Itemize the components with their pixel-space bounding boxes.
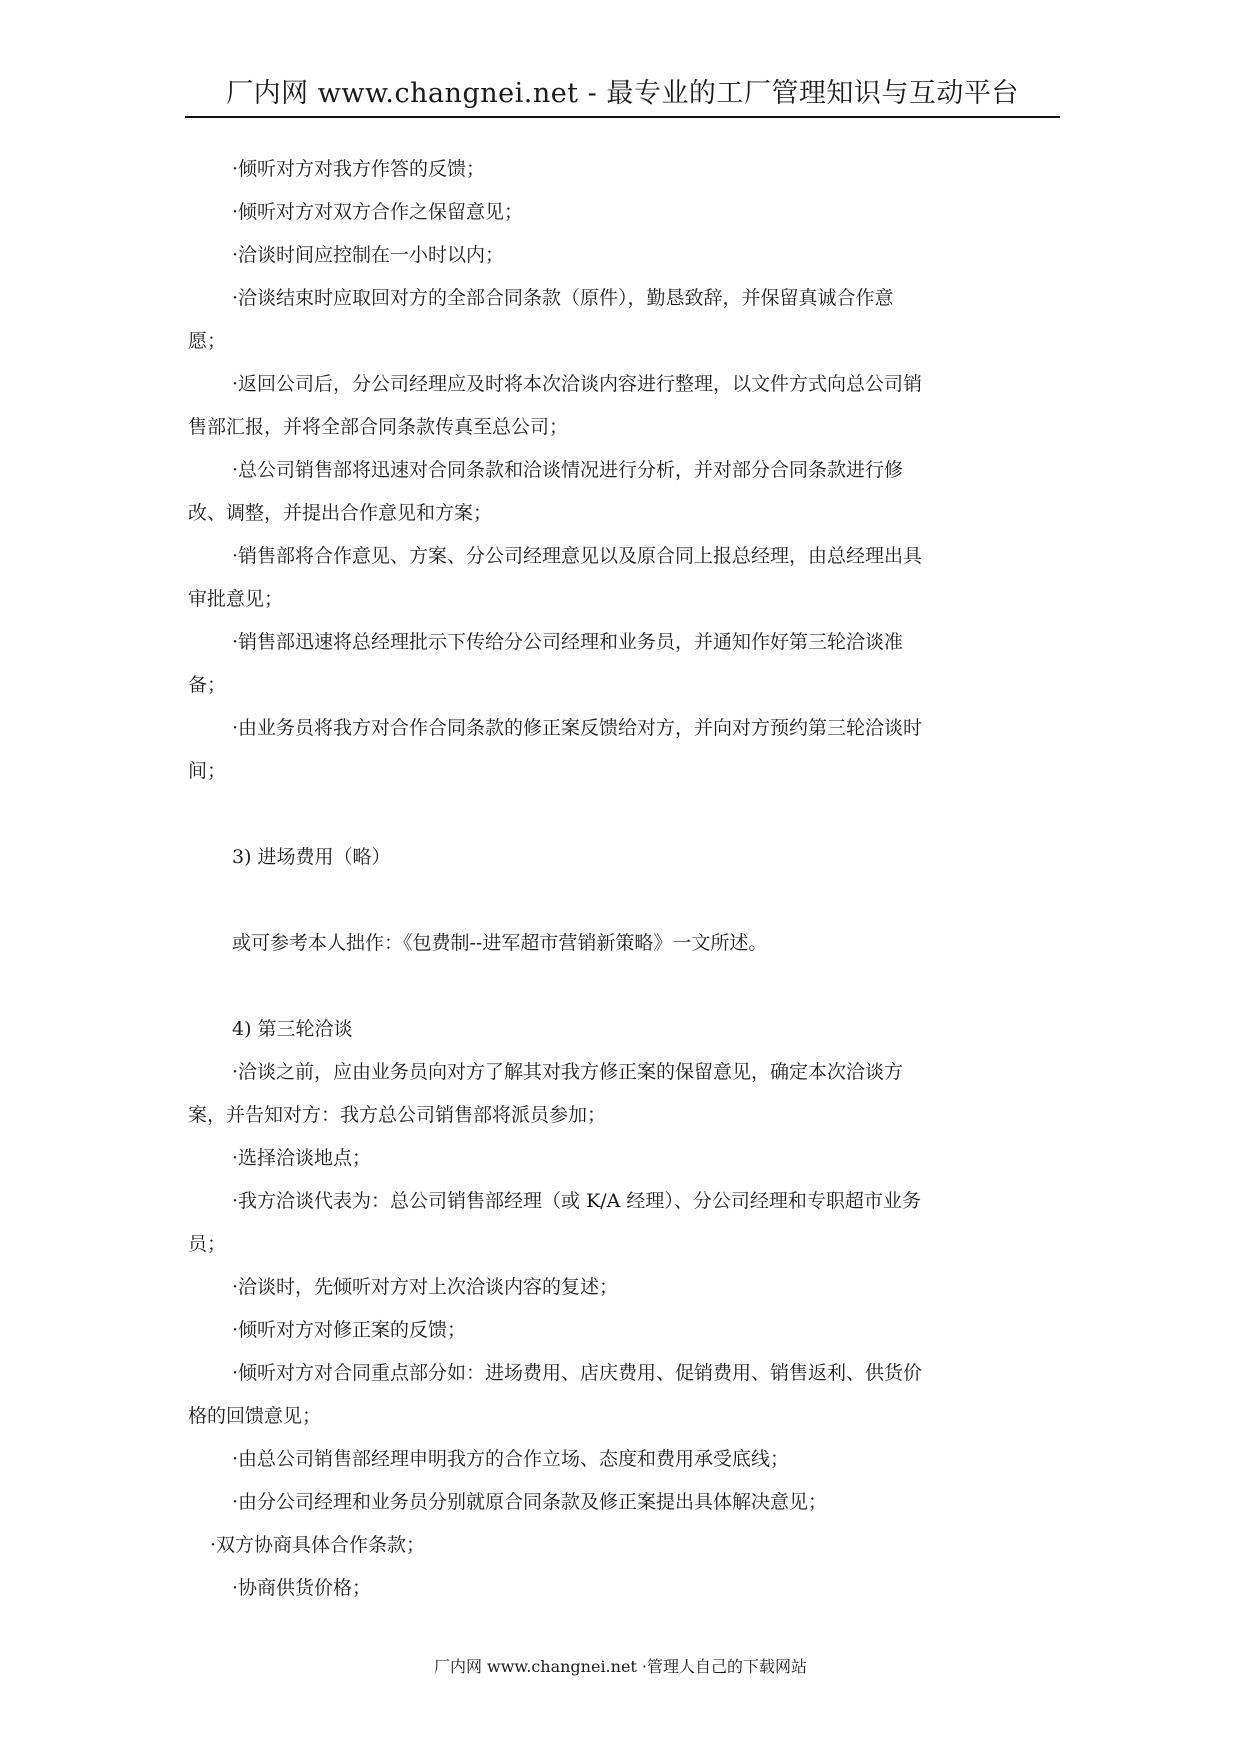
section-heading: 4) 第三轮洽谈: [232, 1018, 353, 1040]
spacer: [188, 793, 1056, 836]
section-heading: 3) 进场费用（略）: [232, 846, 391, 868]
body-line: 间；: [188, 760, 227, 782]
header-title: 厂内网 www.changnei.net - 最专业的工厂管理知识与互动平台: [226, 78, 1019, 109]
body-line: 员；: [188, 1233, 227, 1255]
body-line: 格的回馈意见；: [188, 1405, 322, 1427]
body-line: ·我方洽谈代表为：总公司销售部经理（或 K/A 经理）、分公司经理和专职超市业务: [232, 1190, 921, 1212]
body-line: ·销售部迅速将总经理批示下传给分公司经理和业务员，并通知作好第三轮洽谈准: [232, 631, 904, 653]
page-header: [185, 72, 1060, 118]
body-line: ·倾听对方对合同重点部分如：进场费用、店庆费用、促销费用、销售返利、供货价: [232, 1362, 923, 1384]
body-line: ·返回公司后，分公司经理应及时将本次洽谈内容进行整理，以文件方式向总公司销: [232, 373, 923, 395]
page-footer: [0, 1655, 1241, 1679]
body-line: 或可参考本人拙作：《包费制--进军超市营销新策略》一文所述。: [232, 932, 768, 954]
body-line: 售部汇报，并将全部合同条款传真至总公司；: [188, 416, 569, 438]
body-line: ·洽谈时间应控制在一小时以内；: [232, 244, 505, 266]
body-line: ·由分公司经理和业务员分别就原合同条款及修正案提出具体解决意见；: [232, 1491, 828, 1513]
spacer: [188, 965, 1056, 1008]
body-line: ·总公司销售部将迅速对合同条款和洽谈情况进行分析，并对部分合同条款进行修: [232, 459, 904, 481]
body-line: ·倾听对方对双方合作之保留意见；: [232, 201, 524, 223]
footer-text: 厂内网 www.changnei.net ·管理人自己的下载网站: [433, 1657, 808, 1676]
body-line: ·协商供货价格；: [232, 1577, 372, 1599]
body-line: ·由总公司销售部经理申明我方的合作立场、态度和费用承受底线；: [232, 1448, 790, 1470]
body-line: ·选择洽谈地点；: [232, 1147, 372, 1169]
body-line: ·倾听对方对我方作答的反馈；: [232, 158, 486, 180]
body-line: ·销售部将合作意见、方案、分公司经理意见以及原合同上报总经理，由总经理出具: [232, 545, 923, 567]
body-line: ·洽谈之前，应由业务员向对方了解其对我方修正案的保留意见，确定本次洽谈方: [232, 1061, 904, 1083]
body-line: ·由业务员将我方对合作合同条款的修正案反馈给对方，并向对方预约第三轮洽谈时: [232, 717, 923, 739]
body-line: 审批意见；: [188, 588, 284, 610]
body-line: ·洽谈时，先倾听对方对上次洽谈内容的复述；: [232, 1276, 619, 1298]
document-body: [188, 148, 1056, 1610]
body-line: 案，并告知对方：我方总公司销售部将派员参加；: [188, 1104, 607, 1126]
body-line: 愿；: [188, 330, 227, 352]
body-line: 改、调整，并提出合作意见和方案；: [188, 502, 493, 524]
body-line: ·洽谈结束时应取回对方的全部合同条款（原件），勤恳致辞，并保留真诚合作意: [232, 287, 894, 309]
body-line: 备；: [188, 674, 227, 696]
body-line: ·倾听对方对修正案的反馈；: [232, 1319, 467, 1341]
body-line: ·双方协商具体合作条款；: [210, 1534, 426, 1556]
spacer: [188, 879, 1056, 922]
